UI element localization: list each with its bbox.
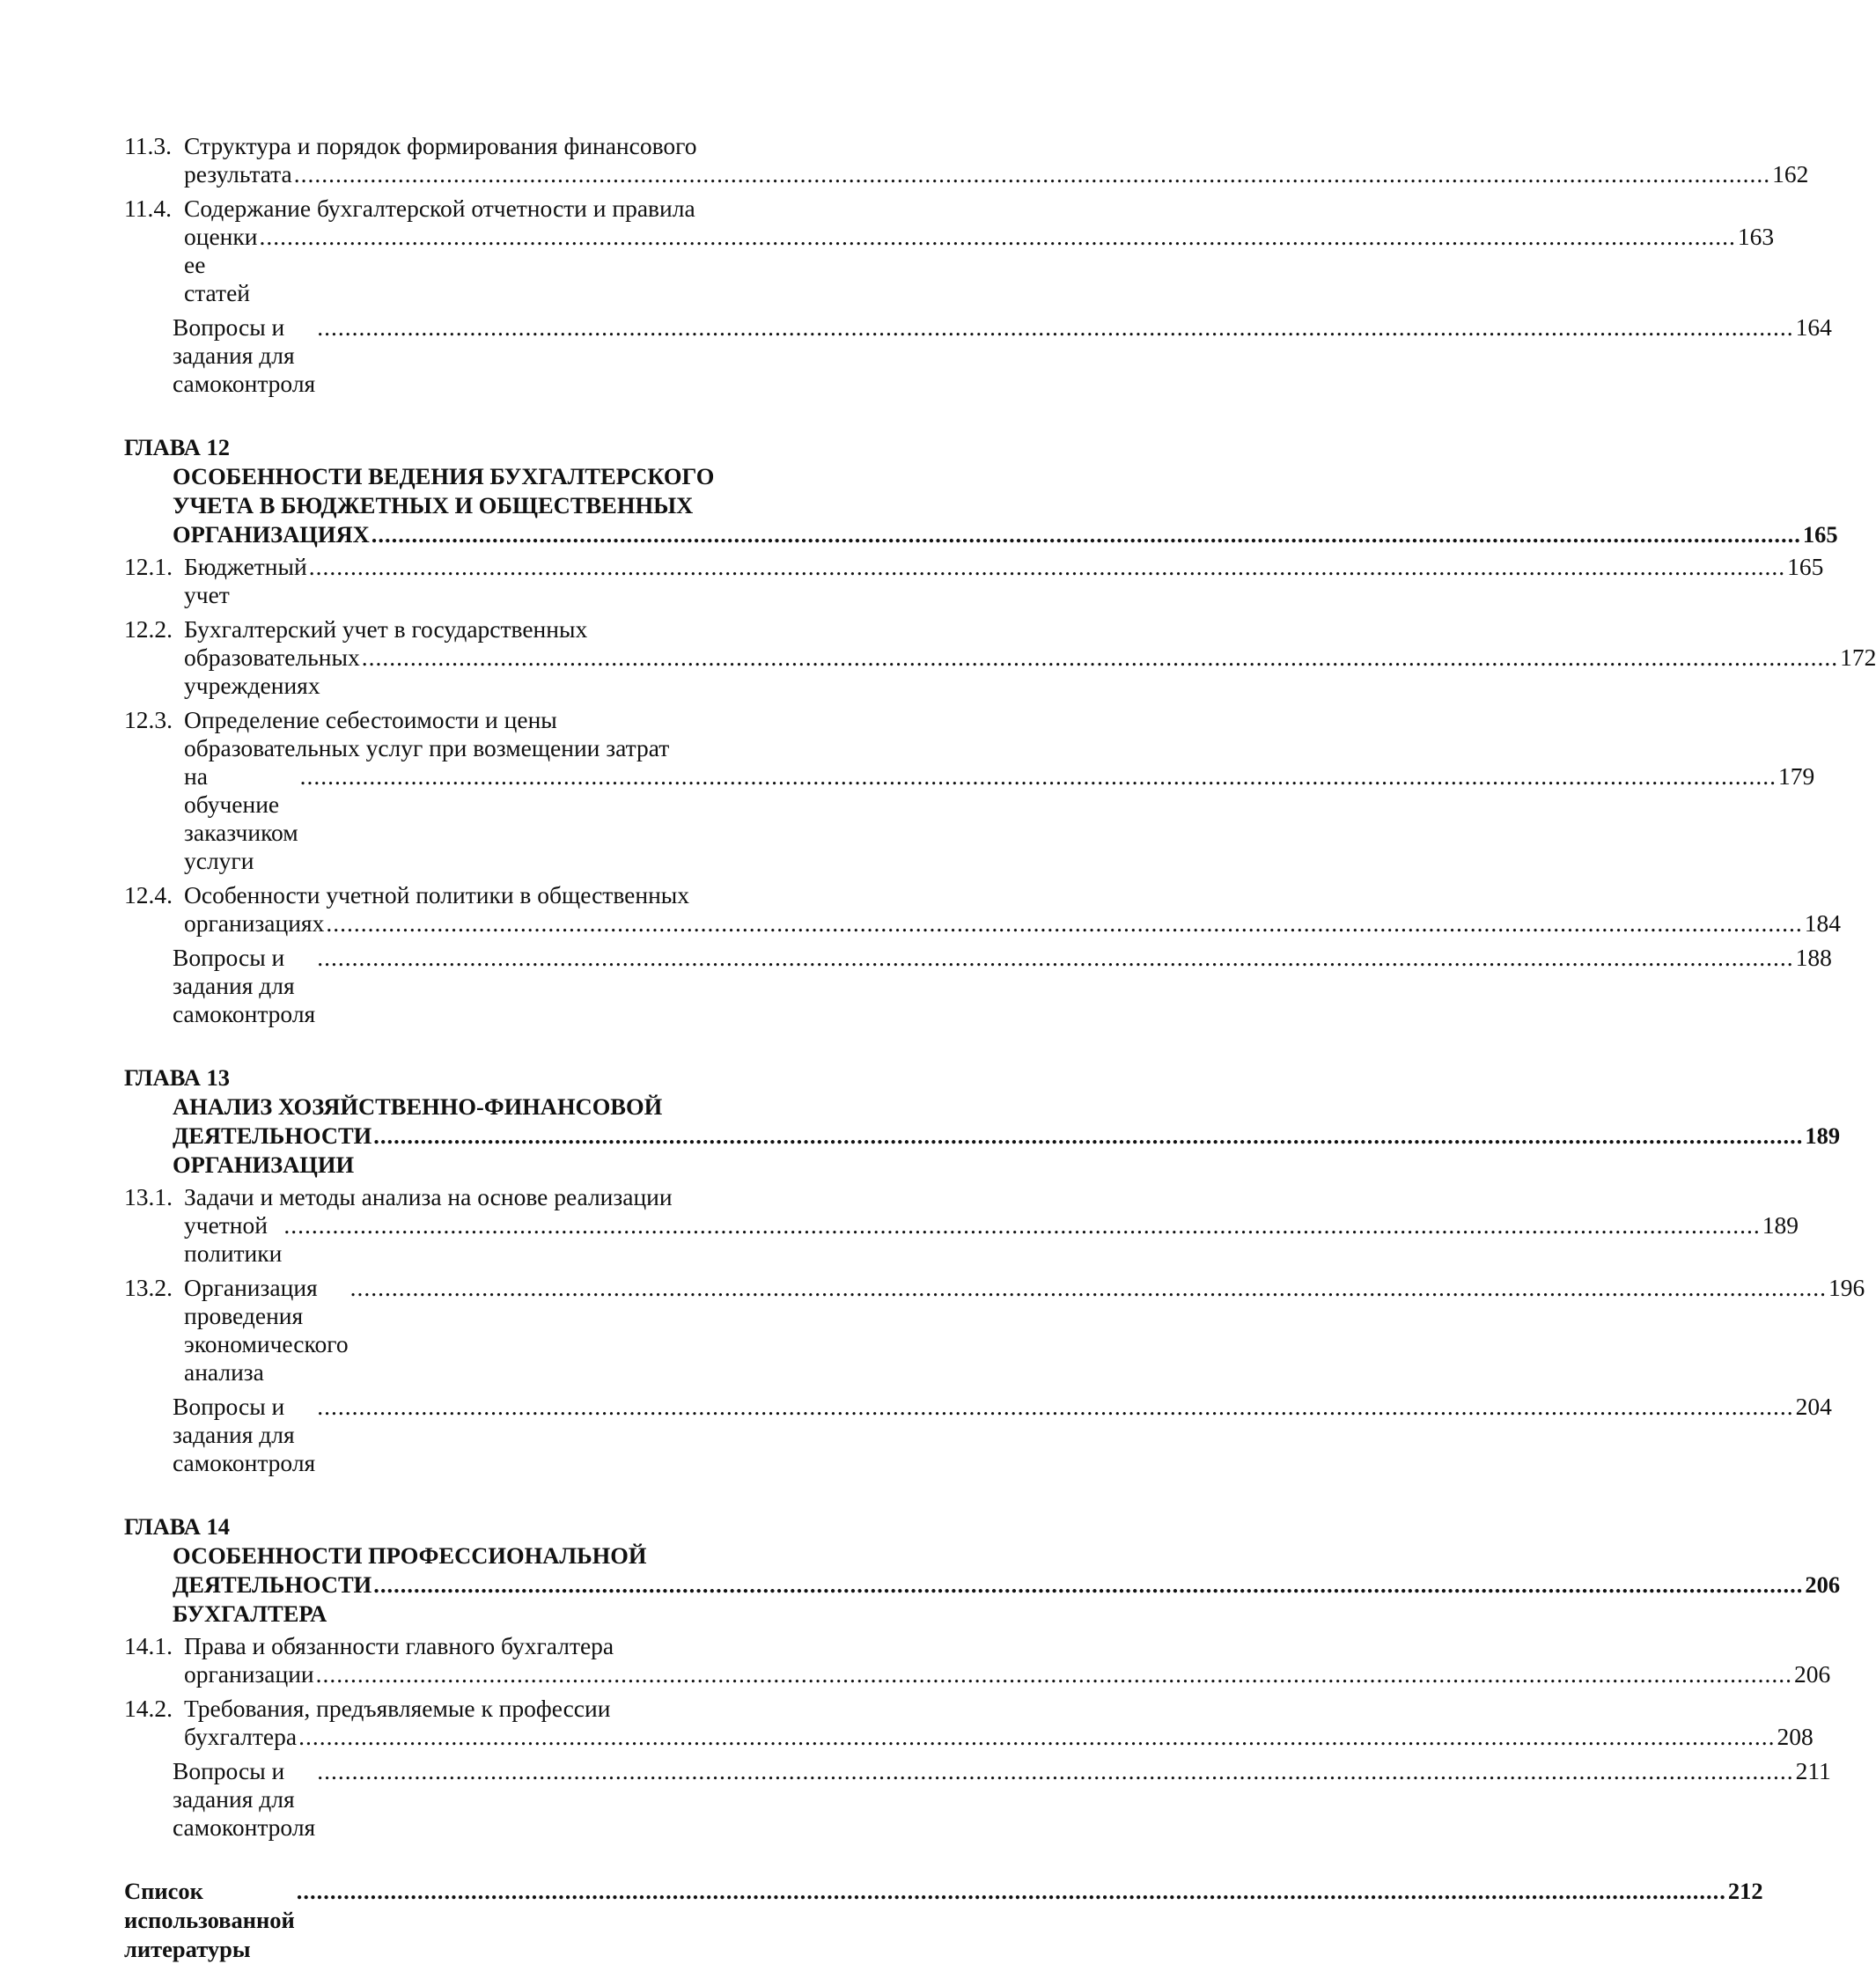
toc-entry-questions-11[interactable]: [173, 313, 1832, 398]
toc-entry-questions-12[interactable]: [173, 944, 1832, 1028]
chapter-label: ГЛАВА 14: [124, 1513, 231, 1540]
chapter-label: ГЛАВА 12: [124, 434, 231, 460]
entry-title: Вопросы и задания для самоконтроля: [173, 1757, 316, 1841]
toc-entry-12-4[interactable]: [124, 881, 1841, 938]
toc-entry-questions-13[interactable]: [173, 1393, 1832, 1477]
entry-number: 14.2.: [124, 1695, 173, 1722]
entry-number: 11.4.: [124, 195, 172, 222]
toc-entry-14-1[interactable]: [124, 1632, 1831, 1688]
entry-title-line: на обучение заказчиком услуги: [184, 762, 298, 874]
dot-leader: [316, 1660, 1792, 1688]
dot-leader: [317, 313, 1793, 342]
entry-title-line: Определение себестоимости и цены: [184, 706, 557, 733]
dot-leader: [362, 644, 1838, 672]
chapter-title-line: ДЕЯТЕЛЬНОСТИ ОРГАНИЗАЦИИ: [173, 1122, 372, 1178]
entry-title-line: организации: [184, 1660, 314, 1688]
toc-entry-13-1[interactable]: [124, 1183, 1799, 1268]
page-number: 179: [1778, 762, 1815, 790]
dot-leader: [294, 160, 1770, 188]
toc-entry-questions-14[interactable]: [173, 1757, 1831, 1842]
dot-leader: [317, 1757, 1793, 1785]
chapter-title-line: АНАЛИЗ ХОЗЯЙСТВЕННО-ФИНАНСОВОЙ: [173, 1093, 663, 1120]
dot-leader: [350, 1274, 1827, 1302]
entry-number: 13.1.: [124, 1183, 173, 1210]
toc-entry-12-2[interactable]: [124, 615, 1876, 700]
entry-number: 12.2.: [124, 615, 173, 643]
toc-entry-12-3[interactable]: [124, 706, 1815, 875]
toc-entry-12-1[interactable]: [124, 553, 1824, 609]
dot-leader: [317, 1393, 1793, 1421]
entry-title-line: учетной политики: [184, 1211, 283, 1267]
entry-title: Вопросы и задания для самоконтроля: [173, 944, 316, 1027]
dot-leader: [283, 1211, 1760, 1239]
dot-leader: [326, 909, 1802, 938]
entry-title-line: Содержание бухгалтерской отчетности и правила: [184, 195, 695, 222]
dot-leader: [372, 520, 1801, 549]
toc-entry-11-4[interactable]: [124, 195, 1775, 307]
chapter-title-line: ОСОБЕННОСТИ ВЕДЕНИЯ БУХГАЛТЕРСКОГО: [173, 463, 715, 489]
toc-entry-14-2[interactable]: [124, 1695, 1813, 1751]
page-number: 184: [1804, 909, 1841, 937]
entry-number: 12.4.: [124, 881, 173, 908]
toc-entry-bibliography[interactable]: [124, 1877, 1763, 1964]
chapter-title-line: УЧЕТА В БЮДЖЕТНЫХ И ОБЩЕСТВЕННЫХ: [173, 492, 694, 519]
page-number: 212: [1727, 1878, 1763, 1904]
entry-title-line: Особенности учетной политики в общественных: [184, 881, 690, 908]
chapter-label: ГЛАВА 13: [124, 1064, 231, 1091]
entry-title-line: Требования, предъявляемые к профессии: [184, 1695, 611, 1722]
page-number: 163: [1737, 223, 1775, 250]
page-number: 162: [1772, 160, 1809, 188]
dot-leader: [297, 1877, 1726, 1906]
page-number: 164: [1795, 313, 1832, 341]
chapter-14-heading[interactable]: [124, 1512, 1841, 1629]
page-number: 204: [1795, 1393, 1832, 1420]
entry-title-line: Бухгалтерский учет в государственных: [184, 615, 588, 643]
dot-leader: [298, 1723, 1775, 1751]
toc-entry-13-2[interactable]: [124, 1274, 1865, 1387]
chapter-13-heading[interactable]: [124, 1063, 1841, 1180]
entry-title-line: результата: [184, 160, 292, 188]
chapter-title-line: ОРГАНИЗАЦИЯХ: [173, 521, 370, 548]
page-number: 165: [1802, 521, 1838, 548]
dot-leader: [309, 553, 1785, 581]
page-number: 189: [1762, 1211, 1799, 1239]
page-number: 189: [1805, 1122, 1841, 1149]
entry-number: 12.3.: [124, 706, 173, 733]
entry-title-line: образовательных учреждениях: [184, 644, 360, 699]
entry-title: Вопросы и задания для самоконтроля: [173, 1393, 316, 1476]
entry-title-line: бухгалтера: [184, 1723, 298, 1750]
page-number: 206: [1805, 1571, 1841, 1598]
entry-title: Список использованной литературы: [124, 1878, 295, 1962]
page-number: 172: [1840, 644, 1876, 671]
chapter-title-line: ОСОБЕННОСТИ ПРОФЕССИОНАЛЬНОЙ: [173, 1542, 647, 1569]
entry-title-line: Бюджетный учет: [184, 553, 307, 608]
entry-title-line: образовательных услуг при возмещении затрат: [184, 734, 670, 761]
chapter-12-heading[interactable]: [124, 433, 1838, 549]
entry-title-line: оценки ее статей: [184, 223, 258, 306]
page-number: 211: [1795, 1757, 1831, 1784]
dot-leader: [317, 944, 1793, 972]
entry-number: 14.1.: [124, 1632, 173, 1659]
entry-number: 12.1.: [124, 553, 173, 580]
table-of-contents: [124, 132, 1876, 1964]
entry-title: Вопросы и задания для самоконтроля: [173, 313, 316, 397]
dot-leader: [373, 1122, 1803, 1151]
entry-title-line: Организация проведения экономического анализа: [184, 1274, 349, 1386]
entry-title-line: Задачи и методы анализа на основе реализации: [184, 1183, 673, 1210]
dot-leader: [373, 1570, 1803, 1600]
page-number: 196: [1828, 1274, 1865, 1301]
dot-leader: [259, 223, 1735, 251]
dot-leader: [300, 762, 1777, 791]
page-number: 188: [1795, 944, 1832, 971]
entry-title-line: организациях: [184, 909, 325, 937]
chapter-title-line: ДЕЯТЕЛЬНОСТИ БУХГАЛТЕРА: [173, 1571, 372, 1627]
entry-number: 13.2.: [124, 1274, 173, 1301]
page-number: 206: [1794, 1660, 1831, 1688]
entry-title-line: Структура и порядок формирования финансового: [184, 132, 697, 159]
entry-title-line: Права и обязанности главного бухгалтера: [184, 1632, 614, 1659]
page-number: 208: [1777, 1723, 1813, 1750]
toc-entry-11-3[interactable]: [124, 132, 1809, 188]
page-number: 165: [1787, 553, 1824, 580]
entry-number: 11.3.: [124, 132, 172, 159]
